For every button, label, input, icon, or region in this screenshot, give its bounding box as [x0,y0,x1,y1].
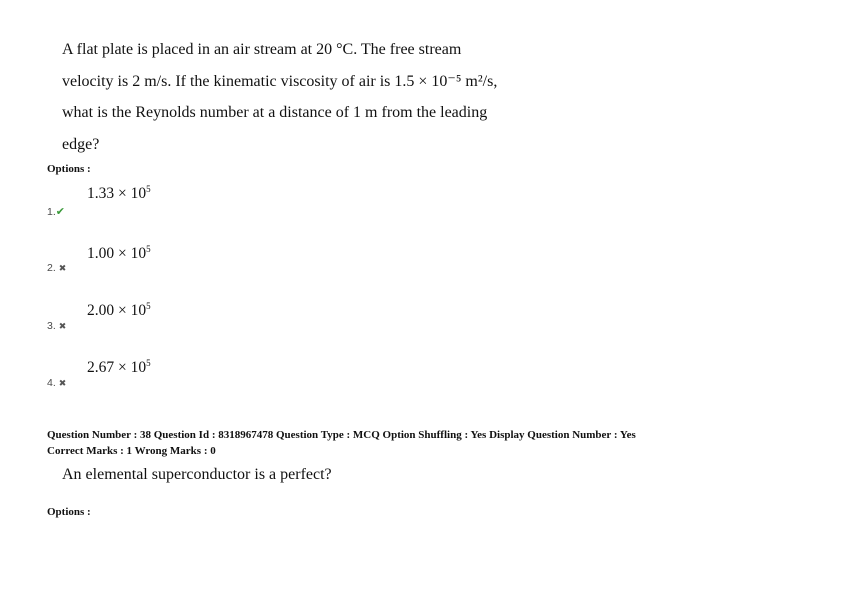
marks-meta: Correct Marks : 1 Wrong Marks : 0 [47,445,216,457]
cross-icon: ✖ [58,378,67,388]
option-text [87,359,151,377]
option-exponent: 5 [146,301,151,311]
cross-icon: ✖ [58,321,67,331]
option-exponent: 5 [146,358,151,368]
option-exponent: 5 [146,184,151,194]
question-text: An elemental superconductor is a perfect? [62,466,332,483]
option-number [47,377,66,389]
check-icon: ✔ [55,206,65,218]
options-label: Options : [47,506,91,518]
question-line: A flat plate is placed in an air stream at 20 °C. The free stream [62,41,462,58]
question-line: what is the Reynolds number at a distance of 1 m from the leading [62,104,488,121]
question-line: velocity is 2 m/s. If the kinematic viscosity of air is 1.5 × 10⁻⁵ m²/s, [62,72,498,90]
option-number [47,262,66,274]
option-mantissa: 2.67 × 10 [87,359,147,376]
option-text [87,302,151,320]
options-label: Options : [47,163,91,175]
question-line: edge? [62,135,100,153]
option-number-label: 1. [47,206,56,218]
option-mantissa: 1.33 × 10 [87,185,147,202]
option-text [87,245,151,263]
cross-icon: ✖ [58,263,67,273]
option-number-label: 4. [47,377,56,389]
option-number-label: 2. [47,262,56,274]
question-meta: Question Number : 38 Question Id : 8318967478 Question Type : MCQ Option Shuffling : Yes Display Question Number : Yes [47,429,636,441]
question-text [62,34,582,160]
option-text [87,185,151,203]
option-number [47,320,66,332]
option-mantissa: 1.00 × 10 [87,245,147,262]
option-number [47,205,65,218]
option-mantissa: 2.00 × 10 [87,302,147,319]
option-number-label: 3. [47,320,56,332]
option-exponent: 5 [146,244,151,254]
